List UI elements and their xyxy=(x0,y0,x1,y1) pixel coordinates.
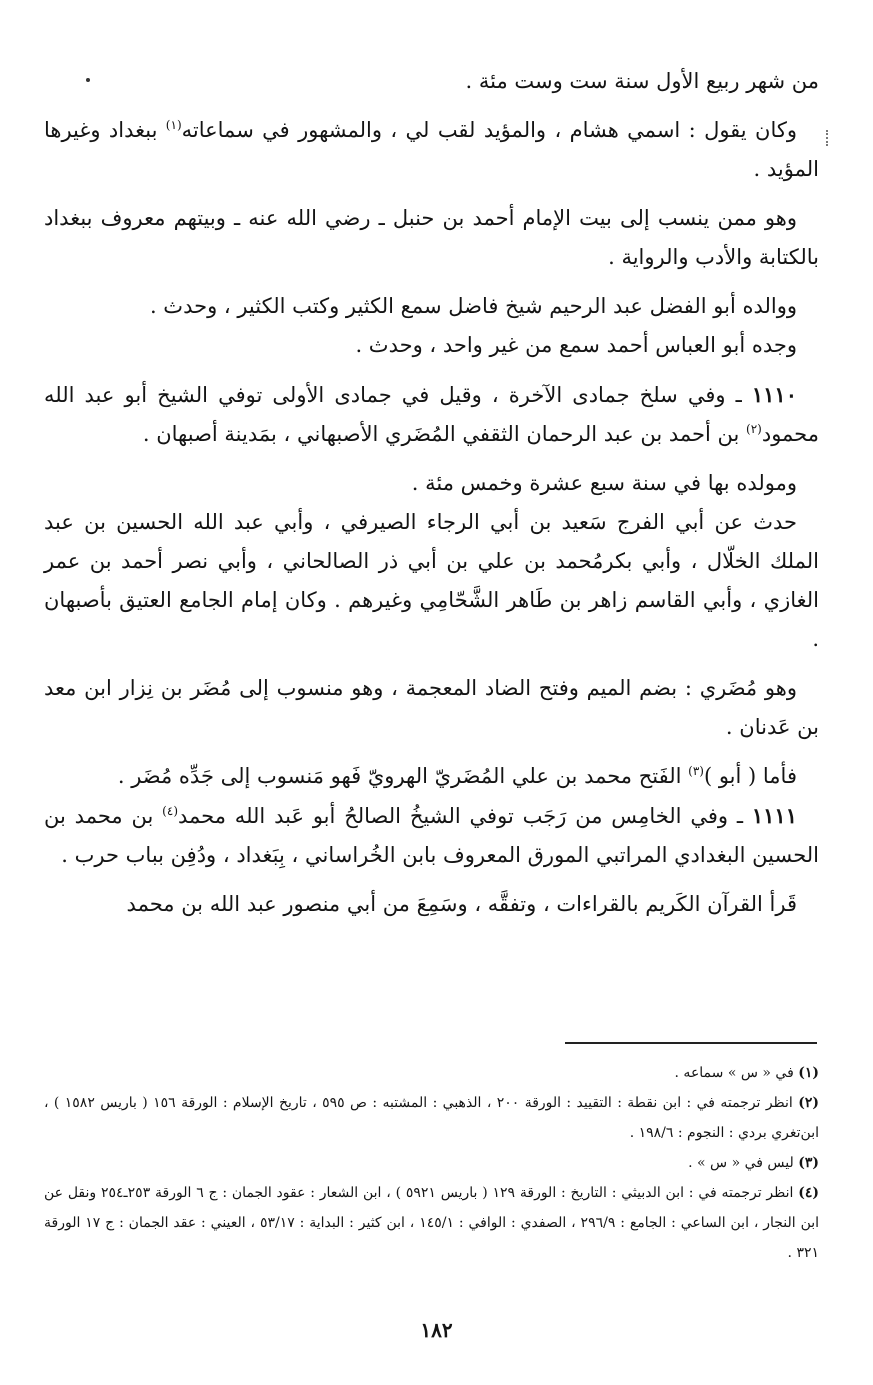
footnote-ref-1[interactable]: (١) xyxy=(165,118,182,132)
paragraph-9 xyxy=(44,669,819,747)
paragraph-10-text-b: الفَتح محمد بن علي المُضَريّ الهرويّ فَهو مَنسوب إلى جَدِّه مُضَر . xyxy=(117,764,689,788)
footnote-1-mark: (١) xyxy=(798,1065,819,1081)
footnote-1-text: في « س » سماعه . xyxy=(674,1065,799,1081)
paragraph-5 xyxy=(44,326,819,365)
paragraph-8 xyxy=(44,503,819,659)
paragraph-4 xyxy=(44,287,819,326)
paragraph-8-text: حدث عن أبي الفرج سَعيد بن أبي الرجاء الصيرفي ، وأبي عبد الله الحسين بن عبد الملك الخلّال ، وأبي بكرمُحمد بن علي بن أبي ذر الصالحاني ، وأبي نصر أحمد بن عمر الغازي ، وأبي القاسم زاهر بن طَاهر الشَّحّامِي وغيرهم . وكان إمام الجامع العتيق بأصبهان . xyxy=(44,510,819,651)
footnote-4-text: انظر ترجمته في : ابن الدبيثي : التاريخ : الورقة ١٢٩ ( باريس ٥٩٢١ ) ، ابن الشعار : عقود الجمان : ج ٦ الورقة ٢٥٣ـ٢٥٤ ونقل عن ابن النجار ، ابن الساعي : الجامع : ٢٩٦/٩ ، الصفدي : الوافي : ١٤٥/١ ، ابن كثير : البداية : ٥٣/١٧ ، العيني : عقد الجمان : ج ١٧ الورقة ٣٢١ . xyxy=(44,1185,820,1261)
footnotes xyxy=(44,1058,819,1268)
entry-1110-text-b: بن أحمد بن عبد الرحمان الثقفي المُضَري الأصبهاني ، بمَدينة أصبهان . xyxy=(142,422,747,446)
margin-dots xyxy=(826,130,830,146)
paragraph-4-text: ووالده أبو الفضل عبد الرحيم شيخ فاضل سمع الكثير وكتب الكثير ، وحدث . xyxy=(149,294,797,318)
paragraph-1 xyxy=(44,62,819,101)
paragraph-12-text: قَرأ القرآن الكَريم بالقراءات ، وتفقَّه ، وسَمِعَ من أبي منصور عبد الله بن محمد xyxy=(126,892,797,916)
paragraph-3 xyxy=(44,199,819,277)
footnote-4 xyxy=(44,1178,819,1268)
footnote-2 xyxy=(44,1088,819,1148)
footnote-ref-4[interactable]: (٤) xyxy=(162,804,178,818)
entry-1111-text-a: ـ وفي الخامِس من رَجَب توفي الشيخُ الصالحُ أبو عَبد الله محمد xyxy=(178,804,752,828)
paragraph-9-text: وهو مُضَري : بضم الميم وفتح الضاد المعجمة ، وهو منسوب إلى مُضَر بن نِزار ابن معد بن عَدنان . xyxy=(44,676,819,739)
footnote-4-mark: (٤) xyxy=(798,1185,819,1201)
footnote-1 xyxy=(44,1058,819,1088)
entry-1111-text-b: بن محمد بن الحسين البغدادي المراتبي المورق المعروف بابن الخُراساني ، بِبَغداد ، ودُفِن بباب حرب . xyxy=(44,804,819,867)
paragraph-1-text: من شهر ربيع الأول سنة ست وست مئة . xyxy=(465,69,819,93)
paragraph-2 xyxy=(44,111,819,189)
main-text xyxy=(44,62,819,934)
footnote-3-mark: (٣) xyxy=(798,1155,819,1171)
paragraph-10-text-a: فأما ( أبو ) xyxy=(703,764,797,788)
page-number: ١٨٢ xyxy=(420,1318,453,1342)
entry-1111 xyxy=(44,796,819,875)
paragraph-12 xyxy=(44,885,819,924)
entry-1110 xyxy=(44,375,819,454)
paragraph-3-text: وهو ممن ينسب إلى بيت الإمام أحمد بن حنبل ـ رضي الله عنه ـ وبيتهم معروف ببغداد بالكتابة والأدب والرواية . xyxy=(44,206,819,269)
paragraph-2-text-a: وكان يقول : اسمي هشام ، والمؤيد لقب لي ، والمشهور في سماعاته xyxy=(181,118,797,142)
paragraph-7-text: ومولده بها في سنة سبع عشرة وخمس مئة . xyxy=(411,471,797,495)
footnote-ref-3[interactable]: (٣) xyxy=(688,764,704,778)
paragraph-7 xyxy=(44,464,819,503)
paragraph-10 xyxy=(44,757,819,796)
footnote-3-text: ليس في « س » . xyxy=(688,1155,799,1171)
footnote-3 xyxy=(44,1148,819,1178)
footnote-ref-2[interactable]: (٢) xyxy=(746,422,762,436)
entry-1110-text-a: ـ وفي سلخ جمادى الآخرة ، وقيل في جمادى الأولى توفي الشيخ أبو عبد الله محمود xyxy=(44,383,819,446)
footnote-2-mark: (٢) xyxy=(798,1095,819,1111)
paragraph-2-text-b: ببغداد وغيرها المؤيد . xyxy=(44,118,819,181)
entry-number-1110: ١١١٠ xyxy=(751,382,797,407)
entry-number-1111: ١١١١ xyxy=(751,803,797,828)
paragraph-5-text: وجده أبو العباس أحمد سمع من غير واحد ، وحدث . xyxy=(355,333,797,357)
footnote-2-text: انظر ترجمته في : ابن نقطة : التقييد : الورقة ٢٠٠ ، الذهبي : المشتبه : ص ٥٩٥ ، تاريخ الإسلام : الورقة ١٥٦ ( باريس ١٥٨٢ ) ، ابن‌تغري بردي : النجوم : ١٩٨/٦ . xyxy=(44,1095,819,1141)
